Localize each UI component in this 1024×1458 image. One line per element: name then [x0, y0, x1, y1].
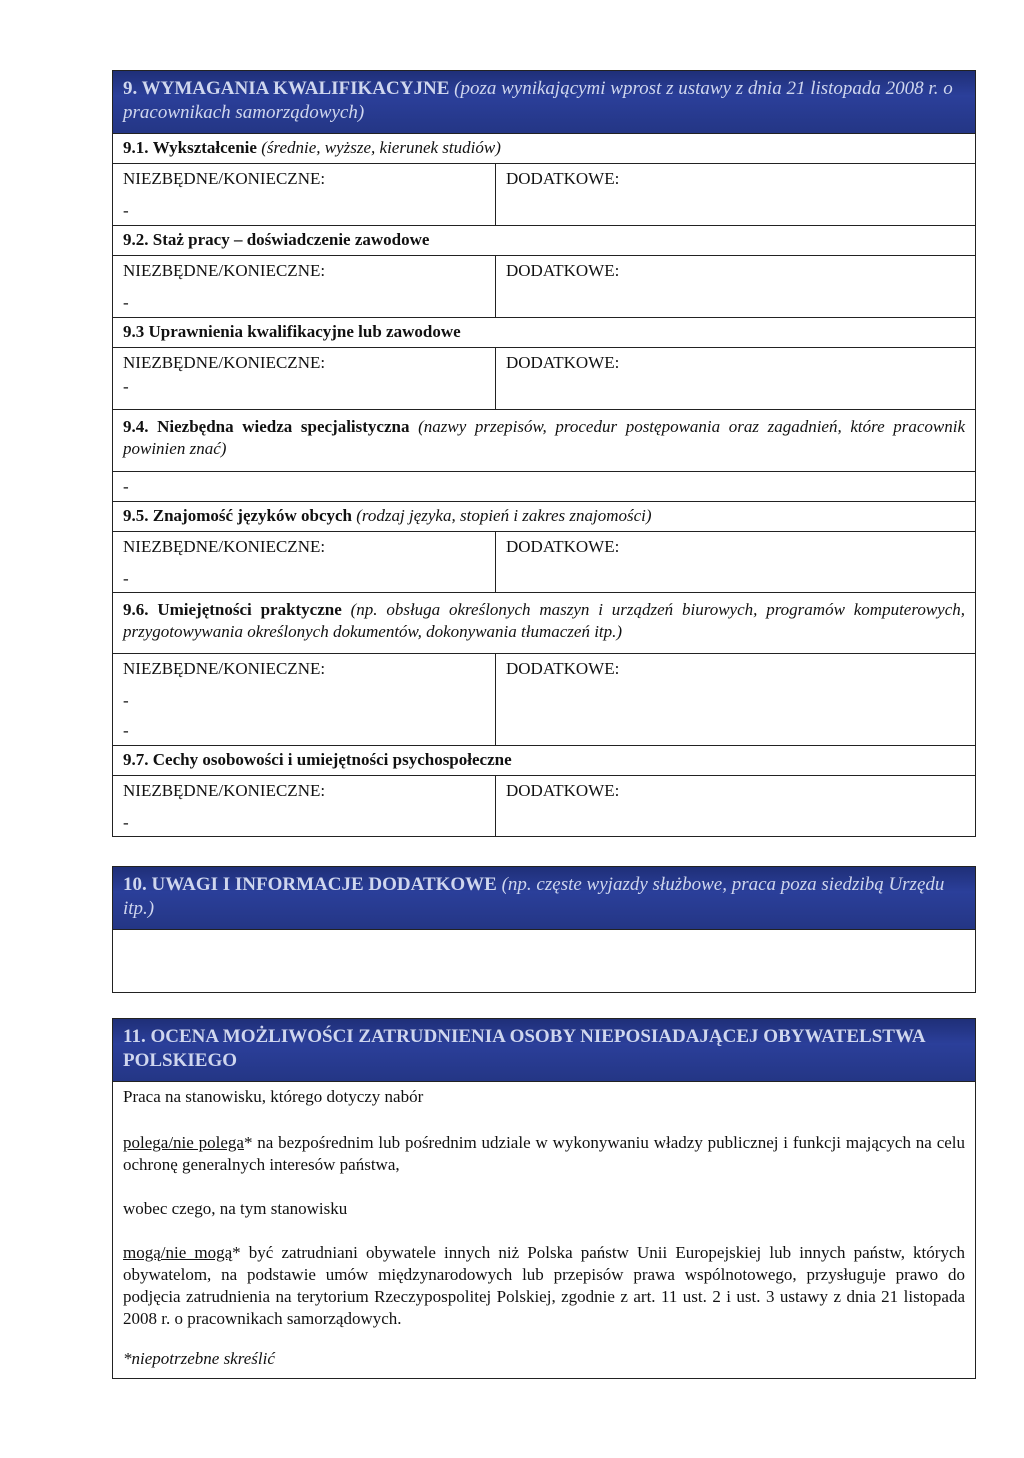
additional-field-9-7[interactable] [496, 776, 975, 836]
row-9-7-title [113, 746, 975, 776]
row-9-7-fields [113, 776, 975, 836]
row-9-2-title [113, 226, 975, 256]
required-field-9-6[interactable] [113, 654, 496, 745]
row-9-1-title [113, 134, 975, 164]
required-label: NIEZBĘDNE/KONIECZNE: [123, 537, 326, 556]
row-9-2-fields [113, 256, 975, 318]
section-11-body [113, 1082, 975, 1378]
section-11-paragraph-2-text: * na bezpośrednim lub pośrednim udziale w wykonywaniu władzy publicznej i funkcji mających na celu ochronę generalnych interesów państwa, [123, 1133, 966, 1174]
additional-field-9-6[interactable] [496, 654, 975, 745]
row-9-1-heading: Wykształcenie [152, 138, 257, 157]
section-10-header-title: 10. UWAGI I INFORMACJE DODATKOWE [123, 874, 497, 895]
section-11-paragraph-3: wobec czego, na tym stanowisku [123, 1199, 348, 1218]
row-9-4-number: 9.4. [123, 417, 149, 436]
row-9-5-note: (rodzaj języka, stopień i zakres znajomości) [356, 506, 652, 525]
row-9-7-heading: Cechy osobowości i umiejętności psychospołeczne [152, 750, 512, 769]
row-9-1-note: (średnie, wyższe, kierunek studiów) [261, 138, 501, 157]
required-field-9-2[interactable] [113, 256, 496, 317]
section-9-header-title: 9. WYMAGANIA KWALIFIKACYJNE [123, 78, 450, 99]
dash-item: - [123, 721, 129, 740]
section-11-header-title: 11. OCENA MOŻLIWOŚCI ZATRUDNIENIA OSOBY NIEPOSIADAJĄCEJ OBYWATELSTWA POLSKIEGO [123, 1026, 925, 1071]
dash-item: - [123, 293, 129, 312]
row-9-5-title [113, 502, 975, 532]
section-9-table [112, 70, 976, 837]
additional-field-9-5[interactable] [496, 532, 975, 592]
section-10-header [113, 867, 975, 930]
required-label: NIEZBĘDNE/KONIECZNE: [123, 353, 326, 372]
row-9-4-heading: Niezbędna wiedza specjalistyczna [157, 417, 410, 436]
additional-label: DODATKOWE: [506, 659, 620, 678]
dash-item: - [123, 377, 129, 396]
row-9-3-title [113, 318, 975, 348]
section-11-paragraph-2 [123, 1132, 965, 1176]
row-9-6-number: 9.6. [123, 600, 149, 619]
required-label: NIEZBĘDNE/KONIECZNE: [123, 261, 326, 280]
additional-label: DODATKOWE: [506, 781, 620, 800]
section-11-footnote: *niepotrzebne skreślić [123, 1349, 275, 1368]
additional-label: DODATKOWE: [506, 261, 620, 280]
row-9-3-fields [113, 348, 975, 410]
additional-field-9-1[interactable] [496, 164, 975, 225]
row-9-5-number: 9.5. [123, 506, 149, 525]
required-field-9-1[interactable] [113, 164, 496, 225]
row-9-6-note: (np. obsługa określonych maszyn i urządzeń biurowych, programów komputerowych, przygotowywania określonych dokumentów, dokonywania tłumaczeń itp.) [123, 600, 965, 641]
additional-field-9-2[interactable] [496, 256, 975, 317]
additional-label: DODATKOWE: [506, 537, 620, 556]
required-field-9-5[interactable] [113, 532, 496, 592]
row-9-2-number: 9.2. [123, 230, 149, 249]
row-9-7-number: 9.7. [123, 750, 149, 769]
required-field-9-3[interactable] [113, 348, 496, 409]
section-10-header-note: (np. częste wyjazdy służbowe, praca poza siedzibą Urzędu itp.) [123, 874, 945, 919]
dash-item: - [123, 813, 129, 832]
dash-item: - [123, 691, 129, 710]
section-10-table [112, 866, 976, 993]
section-10-content[interactable] [113, 930, 975, 992]
dash-item: - [123, 477, 129, 496]
row-9-3-number: 9.3 [123, 322, 145, 341]
section-11-paragraph-4-text: * być zatrudniani obywatele innych niż Polska państw Unii Europejskiej lub innych państw, których obywatelom, na podstawie umów międzynarodowych lub przepisów prawa wspólnotowego, przysługuje prawo do podjęcia zatrudnienia na terytorium Rzeczypospolitej Polskiej, zgodnie z art. 11 ust. 2 i ust. 3 ustawy z dnia 21 listopada 2008 r. o pracownikach samorządowych. [123, 1243, 965, 1328]
section-11-table [112, 1018, 976, 1379]
section-11-header [113, 1019, 975, 1082]
row-9-5-heading: Znajomość języków obcych [152, 506, 353, 525]
row-9-6-heading: Umiejętności praktyczne [157, 600, 342, 619]
row-9-4-note: (nazwy przepisów, procedur postępowania oraz zagadnień, które pracownik powinien znać) [123, 417, 965, 458]
section-9-header [113, 71, 975, 134]
row-9-3-heading: Uprawnienia kwalifikacyjne lub zawodowe [148, 322, 461, 341]
row-9-2-heading: Staż pracy – doświadczenie zawodowe [152, 230, 430, 249]
section-11-paragraph-4 [123, 1242, 965, 1330]
row-9-1-number: 9.1. [123, 138, 149, 157]
additional-label: DODATKOWE: [506, 169, 620, 188]
row-9-4-field[interactable] [113, 472, 975, 502]
section-9-header-note: (poza wynikającymi wprost z ustawy z dnia 21 listopada 2008 r. o pracownikach samorządowych) [123, 78, 953, 123]
required-label: NIEZBĘDNE/KONIECZNE: [123, 781, 326, 800]
dash-item: - [123, 201, 129, 220]
dash-item: - [123, 569, 129, 588]
required-label: NIEZBĘDNE/KONIECZNE: [123, 169, 326, 188]
additional-label: DODATKOWE: [506, 353, 620, 372]
row-9-1-fields [113, 164, 975, 226]
option-polega-nie-polega[interactable]: polega/nie polega [123, 1133, 244, 1152]
required-label: NIEZBĘDNE/KONIECZNE: [123, 659, 326, 678]
row-9-5-fields [113, 532, 975, 593]
additional-field-9-3[interactable] [496, 348, 975, 409]
row-9-6-title [113, 593, 975, 654]
required-field-9-7[interactable] [113, 776, 496, 836]
section-11-paragraph-1: Praca na stanowisku, którego dotyczy nabór [123, 1087, 424, 1106]
row-9-4-title [113, 410, 975, 472]
row-9-6-fields [113, 654, 975, 746]
option-moga-nie-moga[interactable]: mogą/nie mogą [123, 1243, 233, 1262]
